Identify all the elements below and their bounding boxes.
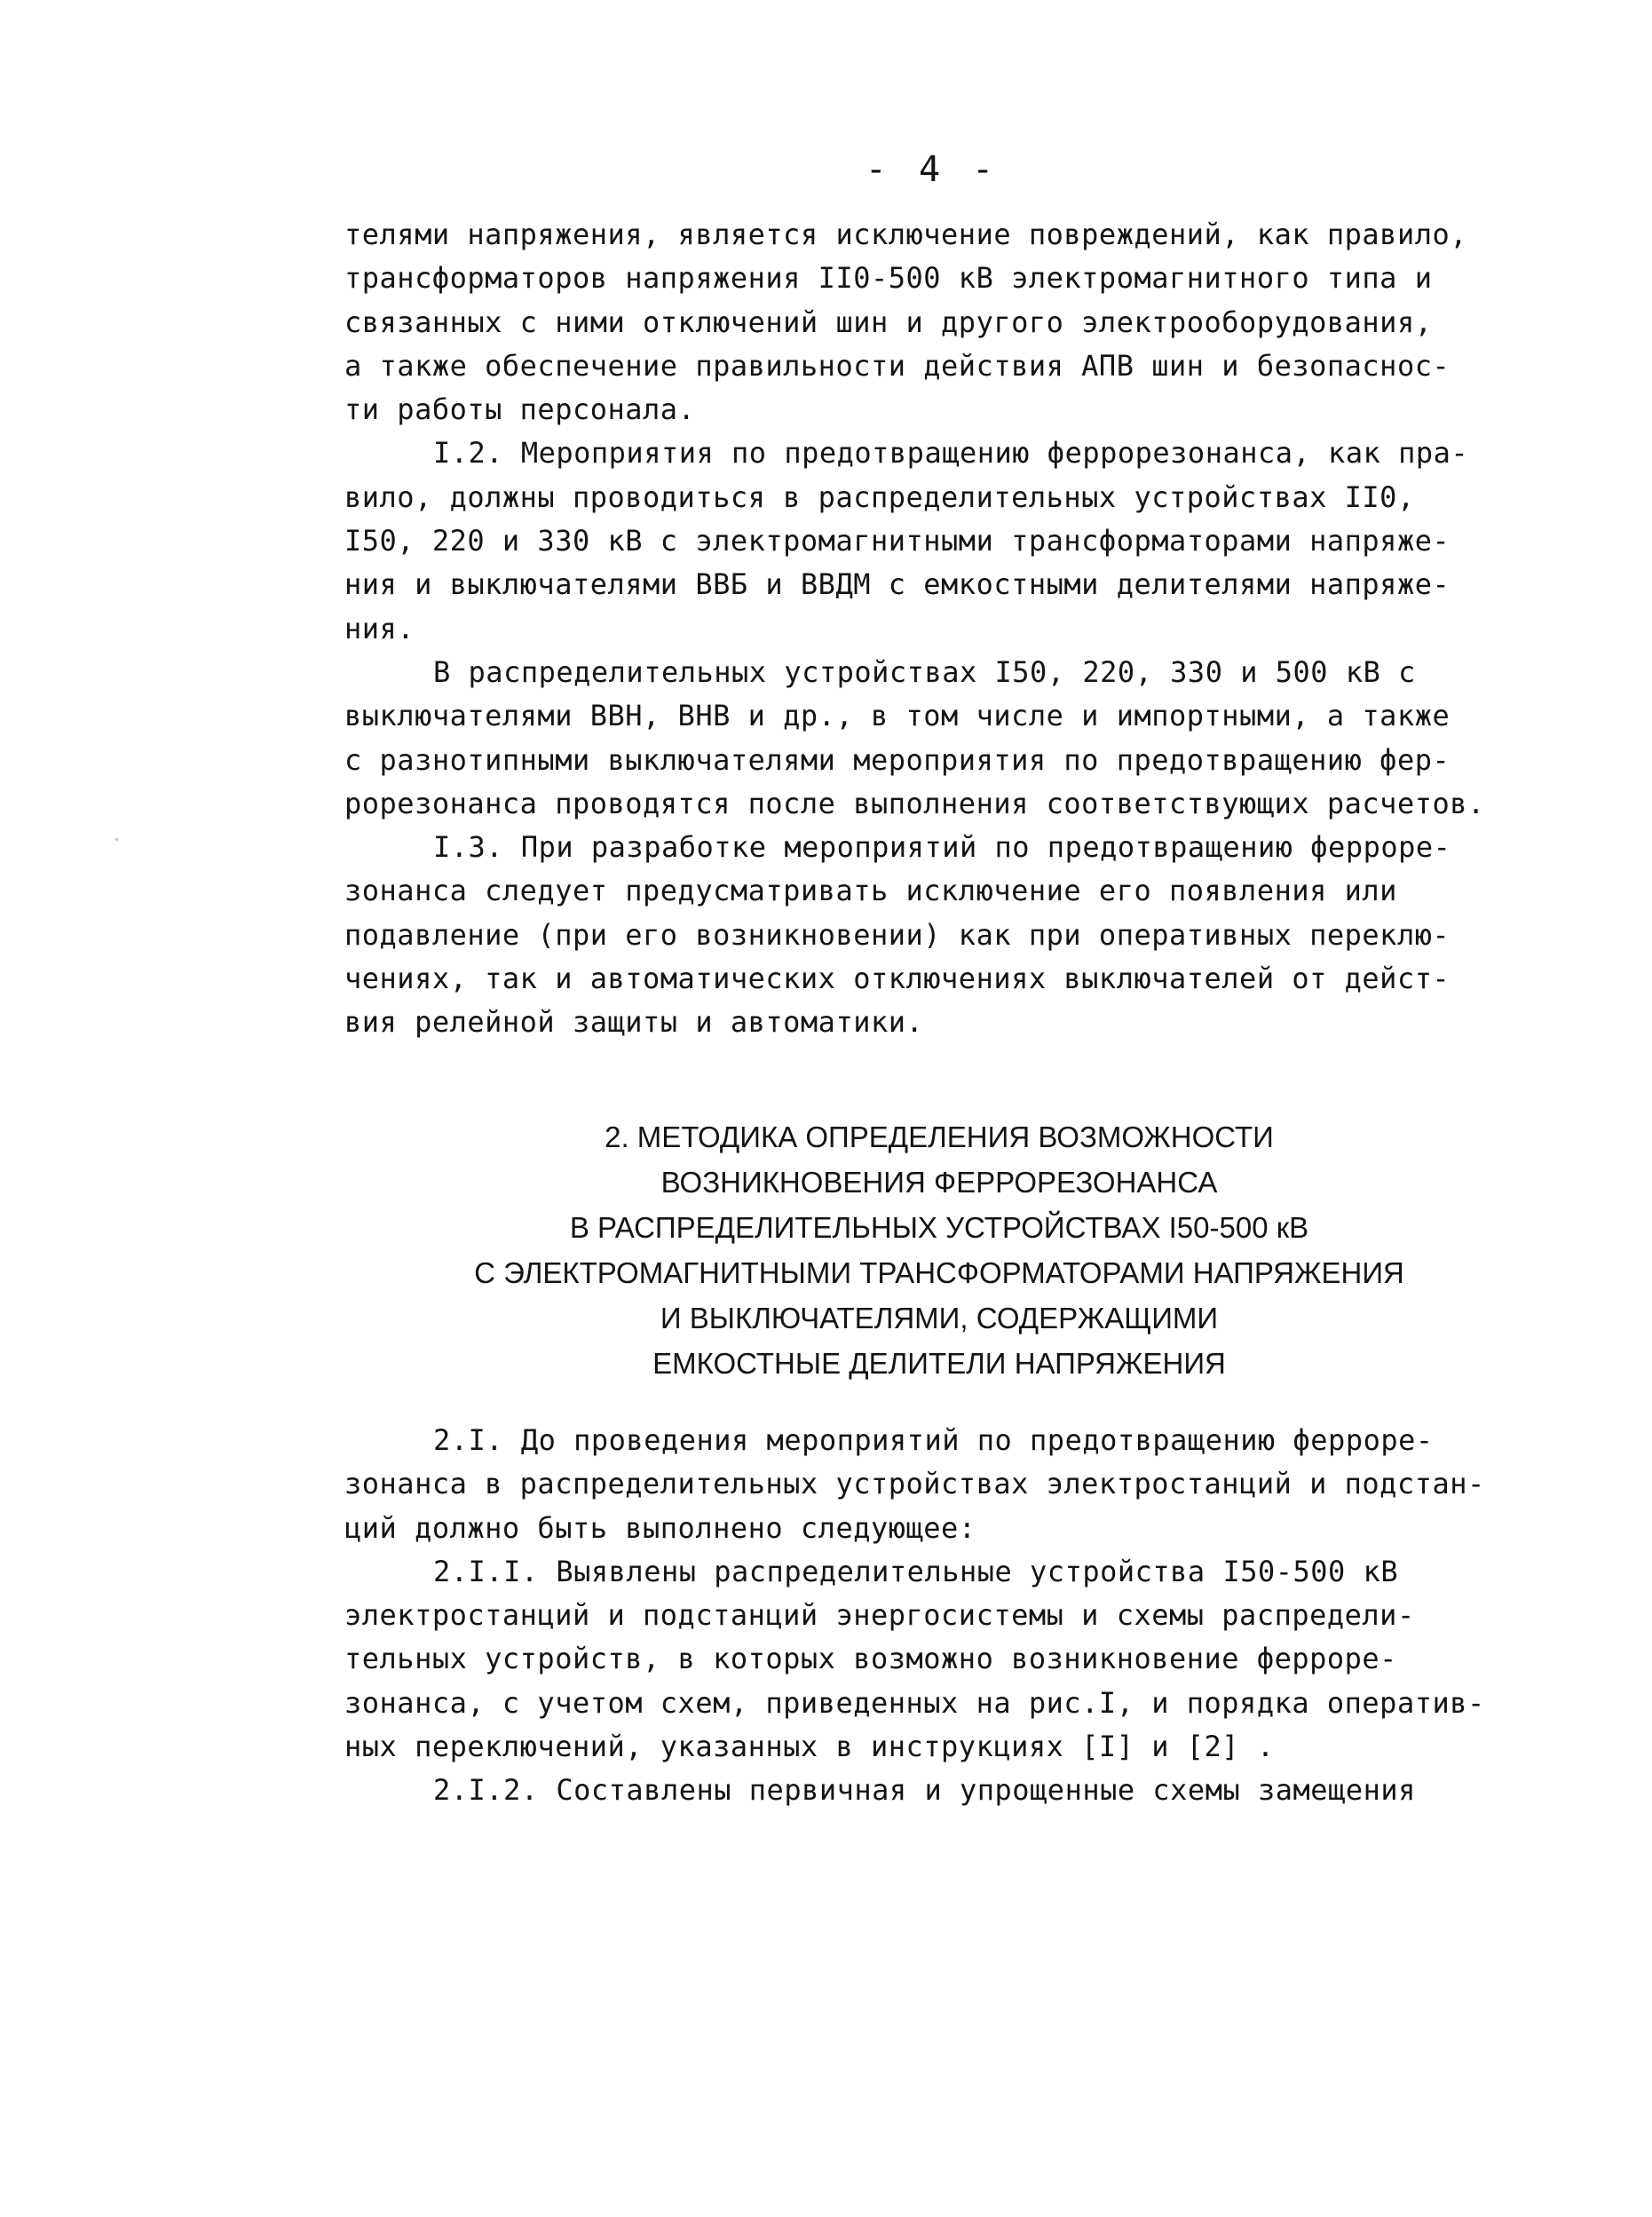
text-line: с разнотипными выключателями мероприятия по предотвращению фер- [344, 742, 1450, 777]
text-line: электростанций и подстанций энергосистемы и схемы распредели- [344, 1598, 1415, 1633]
paragraph-2-1-1-start: 2.I.I. Выявлены распределительные устройства I50-500 кВ [433, 1554, 1399, 1588]
text-line: подавление (при его возникновении) как при оперативных переклю- [344, 917, 1450, 952]
text-line: выключателями ВВН, ВНВ и др., в том числе и импортными, а также [344, 699, 1450, 733]
heading-line: В РАСПРЕДЕЛИТЕЛЬНЫХ УСТРОЙСТВАХ I50-500 кВ [569, 1211, 1309, 1244]
paragraph-start: В распределительных устройствах I50, 220, 330 и 500 кВ с [433, 654, 1416, 689]
paragraph-2-1-start: 2.I. До проведения мероприятий по предотвращению ферроре- [433, 1423, 1434, 1457]
heading-line: 2. МЕТОДИКА ОПРЕДЕЛЕНИЯ ВОЗМОЖНОСТИ [605, 1120, 1274, 1153]
section-1-text [344, 213, 1498, 1045]
text-line: ти работы персонала. [344, 392, 696, 427]
section-2-text [344, 1419, 1498, 1813]
scan-speck [115, 838, 118, 841]
text-line: чениях, так и автоматических отключениях выключателей от дейст- [344, 962, 1450, 996]
heading-line: С ЭЛЕКТРОМАГНИТНЫМИ ТРАНСФОРМАТОРАМИ НАПРЯЖЕНИЯ [474, 1256, 1404, 1289]
text-line: ций должно быть выполнено следующее: [344, 1510, 976, 1545]
text-line: тельных устройств, в которых возможно возникновение ферроре- [344, 1642, 1397, 1676]
text-line: вило, должны проводиться в распределительных устройствах II0, [344, 479, 1415, 514]
heading-line: И ВЫКЛЮЧАТЕЛЯМИ, СОДЕРЖАЩИМИ [660, 1302, 1219, 1334]
page-number: - 4 - [865, 149, 1000, 190]
text-line: I50, 220 и 330 кВ с электромагнитными трансформаторами напряже- [344, 524, 1450, 558]
text-line: ных переключений, указанных в инструкциях [I] и [2] . [344, 1730, 1275, 1764]
text-line: ния и выключателями ВВБ и ВВДМ с емкостными делителями напряже- [344, 567, 1450, 602]
text-line: ния. [344, 611, 415, 645]
paragraph-1-2-start: I.2. Мероприятия по предотвращению феррорезонанса, как пра- [433, 436, 1469, 471]
paragraph-2-1-2-start: 2.I.2. Составлены первичная и упрощенные схемы замещения [433, 1773, 1416, 1808]
text-line: трансформаторов напряжения II0-500 кВ электромагнитного типа и [344, 261, 1433, 296]
text-line: зонанса следует предусматривать исключение его появления или [344, 874, 1397, 908]
text-line: вия релейной защиты и автоматики. [344, 1005, 924, 1040]
text-line: а также обеспечение правильности действия АПВ шин и безопаснос- [344, 348, 1450, 383]
text-line: телями напряжения, является исключение повреждений, как правило, [344, 218, 1467, 251]
text-line: связанных с ними отключений шин и другого электрооборудования, [344, 305, 1433, 339]
paragraph-1-3-start: I.3. При разработке мероприятий по предотвращению ферроре- [433, 830, 1451, 865]
heading-line: ВОЗНИКНОВЕНИЯ ФЕРРОРЕЗОНАНСА [660, 1166, 1218, 1199]
text-line: зонанса, с учетом схем, приведенных на рис.I, и порядка оператив- [344, 1685, 1485, 1720]
text-line: рорезонанса проводятся после выполнения соответствующих расчетов. [344, 786, 1485, 820]
section-2-heading [344, 1114, 1534, 1386]
text-line: зонанса в распределительных устройствах электростанций и подстан- [344, 1467, 1485, 1501]
heading-line: ЕМКОСТНЫЕ ДЕЛИТЕЛИ НАПРЯЖЕНИЯ [652, 1347, 1226, 1380]
